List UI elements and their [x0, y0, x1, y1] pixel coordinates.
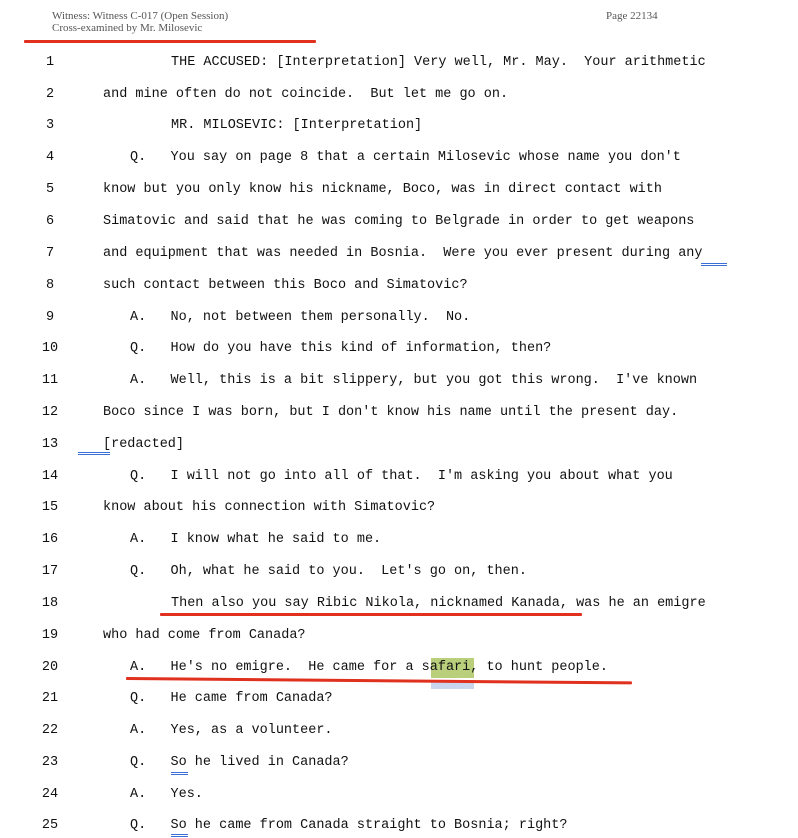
- line-number: 7: [45, 246, 55, 261]
- line-text: know but you only know his nickname, Boco, was in direct contact with: [103, 182, 662, 197]
- line-number: 3: [45, 118, 55, 133]
- line-number: 5: [45, 182, 55, 197]
- line-number: 18: [41, 596, 59, 611]
- line-text: Boco since I was born, but I don't know his name until the present day.: [103, 405, 679, 420]
- line-text: Q. How do you have this kind of information, then?: [130, 341, 552, 356]
- line-text: Q. Oh, what he said to you. Let's go on, then.: [130, 564, 527, 579]
- line-text: A. I know what he said to me.: [130, 532, 382, 547]
- line-number: 6: [45, 214, 55, 229]
- line-number: 17: [41, 564, 59, 579]
- line-number: 1: [45, 55, 55, 70]
- line-number: 12: [41, 405, 59, 420]
- spellcheck-underline: [701, 263, 727, 266]
- line-number: 13: [41, 437, 59, 452]
- line-number: 24: [41, 787, 59, 802]
- line-number: 16: [41, 532, 59, 547]
- line-number: 25: [41, 818, 59, 833]
- spellcheck-underline: [171, 772, 188, 775]
- line-number: 23: [41, 755, 59, 770]
- line-text: Q. He came from Canada?: [130, 691, 333, 706]
- line-number: 4: [45, 150, 55, 165]
- line-number: 2: [45, 87, 55, 102]
- line-text: A. He's no emigre. He came for a safari, to hunt people.: [130, 660, 608, 675]
- line-text: A. Yes.: [130, 787, 203, 802]
- line-text: Q. You say on page 8 that a certain Milosevic whose name you don't: [130, 150, 681, 165]
- line-text: THE ACCUSED: [Interpretation] Very well, Mr. May. Your arithmetic: [171, 55, 706, 70]
- line-number: 19: [41, 628, 59, 643]
- page-number: Page 22134: [606, 10, 658, 22]
- line-number: 15: [41, 500, 59, 515]
- line-number: 11: [41, 373, 59, 388]
- line-number: 22: [41, 723, 59, 738]
- line-number: 14: [41, 469, 59, 484]
- line-text: A. Yes, as a volunteer.: [130, 723, 333, 738]
- line-text: Q. So he came from Canada straight to Bosnia; right?: [130, 818, 568, 833]
- line-text: who had come from Canada?: [103, 628, 306, 643]
- line-text: A. Well, this is a bit slippery, but you got this wrong. I've known: [130, 373, 698, 388]
- line-number: 21: [41, 691, 59, 706]
- line-text: MR. MILOSEVIC: [Interpretation]: [171, 118, 423, 133]
- line-text: A. No, not between them personally. No.: [130, 310, 471, 325]
- line-number: 9: [45, 310, 55, 325]
- line-text: and mine often do not coincide. But let me go on.: [103, 87, 509, 102]
- line-text: Q. So he lived in Canada?: [130, 755, 349, 770]
- line-text: know about his connection with Simatovic?: [103, 500, 436, 515]
- line-number: 8: [45, 278, 55, 293]
- header-left: [52, 10, 228, 34]
- cross-examined-line: Cross-examined by Mr. Milosevic: [52, 22, 203, 34]
- line-text: and equipment that was needed in Bosnia. Were you ever present during any: [103, 246, 703, 261]
- line-number: 10: [41, 341, 59, 356]
- line-text: such contact between this Boco and Simatovic?: [103, 278, 468, 293]
- red-underline-line-20: [126, 677, 632, 684]
- line-text: Q. I will not go into all of that. I'm asking you about what you: [130, 469, 673, 484]
- line-number: 20: [41, 660, 59, 675]
- line-text: Then also you say Ribic Nikola, nicknamed Kanada, was he an emigre: [171, 596, 706, 611]
- red-underline-line-18: [160, 613, 582, 616]
- line-text: [redacted]: [103, 437, 185, 452]
- spellcheck-underline: [171, 834, 188, 837]
- red-underline-header: [24, 40, 316, 43]
- line-text: Simatovic and said that he was coming to Belgrade in order to get weapons: [103, 214, 695, 229]
- witness-line: Witness: Witness C-017 (Open Session): [52, 10, 229, 22]
